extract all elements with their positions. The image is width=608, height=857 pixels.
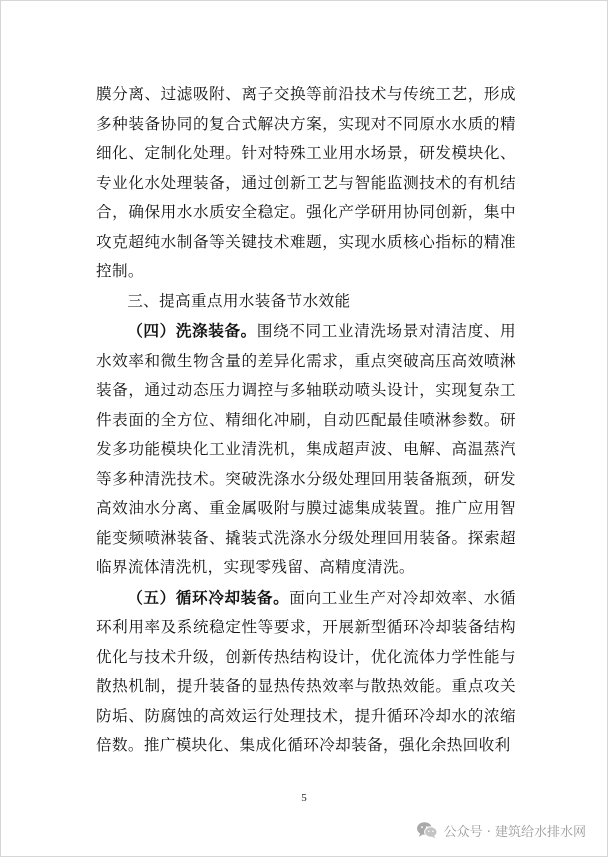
document-body bbox=[96, 80, 516, 761]
section-heading: 三、提高重点用水装备节水效能 bbox=[127, 291, 351, 310]
wechat-icon bbox=[416, 821, 438, 839]
page-number: 5 bbox=[301, 792, 307, 804]
paragraph-lead: （四）洗涤装备。 bbox=[127, 321, 257, 340]
paragraph-text: 膜分离、过滤吸附、离子交换等前沿技术与传统工艺，形成多种装备协同的复合式解决方案，实现对不同原水水质的精细化、定制化处理。针对特殊工业用水场景，研发模块化、专业化水处理装备，通过创新工艺与智能监测技术的有机结合，确保用水水质安全稳定。强化产学研用协同创新，集中攻克超纯水制备等关键技术难题，实现水质核心指标的精准控制。 bbox=[96, 85, 516, 280]
paragraph-text: 面向工业生产对冷却效率、水循环利用率及系统稳定性等要求，开展新型循环冷却装备结构优化与技术升级，创新传热结构设计，优化流体力学性能与散热机制，提升装备的显热传热效率与散热效能。重点攻关防垢、防腐蚀的高效运行处理技术，提升循环冷却水的浓缩倍数。推广模块化、集成化循环冷却装备，强化余热回收利 bbox=[96, 588, 516, 754]
paragraph-text: 围绕不同工业清洗场景对清洁度、用水效率和微生物含量的差异化需求，重点突破高压高效喷淋装备，通过动态压力调控与多轴联动喷头设计，实现复杂工件表面的全方位、精细化冲刷，自动匹配最佳喷淋参数。研发多功能模块化工业清洗机，集成超声波、电解、高温蒸汽等多种清洗技术。突破洗涤水分级处理回用装备瓶颈，研发高效油水分离、重金属吸附与膜过滤集成装置。推广应用智能变频喷淋装备、撬装式洗涤水分级处理回用装备。探索超临界流体清洗机，实现零残留、高精度清洗。 bbox=[96, 322, 516, 576]
paragraph-cooling-equipment bbox=[96, 583, 516, 761]
paragraph-lead: （五）循环冷却装备。 bbox=[127, 587, 290, 607]
paragraph-continuation bbox=[96, 80, 516, 287]
watermark-text: 公众号 · 建筑给水排水网 bbox=[443, 824, 586, 840]
watermark bbox=[416, 818, 586, 842]
paragraph-washing-equipment bbox=[96, 316, 516, 583]
